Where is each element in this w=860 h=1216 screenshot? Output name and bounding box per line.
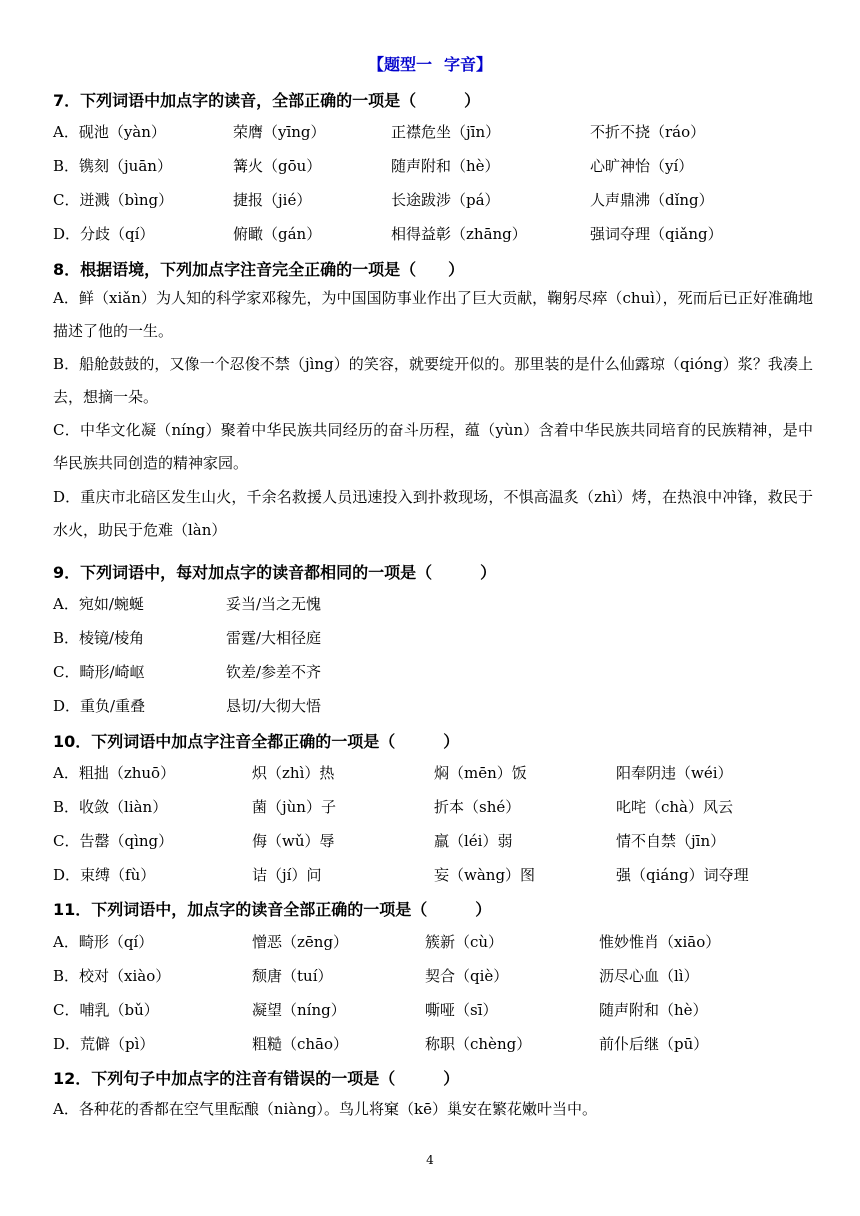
option-word: C．迸溅（bìng） — [53, 191, 174, 209]
question-8-option-d: D．重庆市北碚区发生山火，千余名救援人员迅速投入到扑救现场，不惧高温炙（zhì）烤，在热浪中冲锋，救民于水火，助民于危难（làn） — [53, 488, 813, 539]
option-word: C．畸形/崎岖 — [53, 663, 145, 681]
question-11-stem: 11．下列词语中，加点字的读音全部正确的一项是（ ） — [53, 900, 492, 919]
option-word: D．分歧（qí） — [53, 225, 155, 243]
question-12-option-a: A．各种花的香都在空气里酝酿（niàng）。鸟儿将窠（kē）巢安在繁花嫩叶当中。 — [53, 1100, 597, 1118]
option-word: 称职（chèng） — [425, 1035, 532, 1053]
option-word: 妥当/当之无愧 — [226, 595, 322, 613]
option-word: 焖（mēn）饭 — [434, 764, 527, 782]
option-word: A．畸形（qí） — [53, 933, 154, 951]
page-number: 4 — [426, 1153, 434, 1167]
option-word: 捷报（jié） — [233, 191, 312, 209]
option-word: 菌（jùn）子 — [252, 798, 336, 816]
option-word: 篝火（gōu） — [233, 157, 322, 175]
option-word: 憎恶（zēng） — [252, 933, 349, 951]
option-word: 人声鼎沸（dǐng） — [590, 191, 714, 209]
option-word: 侮（wǔ）辱 — [252, 832, 335, 850]
option-word: 凝望（níng） — [252, 1001, 346, 1019]
option-word: 随声附和（hè） — [599, 1001, 708, 1019]
option-word: 恳切/大彻大悟 — [226, 697, 322, 715]
option-word: B．棱镜/棱角 — [53, 629, 145, 647]
option-word: 粗糙（chāo） — [252, 1035, 349, 1053]
option-word: B．校对（xiào） — [53, 967, 171, 985]
option-word: 长途跋涉（pá） — [391, 191, 500, 209]
option-word: 契合（qiè） — [425, 967, 509, 985]
option-word: 叱咤（chà）风云 — [616, 798, 734, 816]
option-word: 阳奉阴违（wéi） — [616, 764, 733, 782]
option-word: 沥尽心血（lì） — [599, 967, 699, 985]
option-word: D．束缚（fù） — [53, 866, 156, 884]
option-word: 惟妙惟肖（xiāo） — [599, 933, 721, 951]
section-title-left: 【题型一 — [367, 55, 432, 74]
question-10-stem: 10．下列词语中加点字注音全都正确的一项是（ ） — [53, 732, 460, 751]
option-word: 炽（zhì）热 — [252, 764, 335, 782]
option-word: 不折不挠（ráo） — [590, 123, 706, 141]
option-word: C．告罄（qìng） — [53, 832, 174, 850]
option-word: 随声附和（hè） — [391, 157, 500, 175]
option-word: 妄（wàng）图 — [434, 866, 536, 884]
option-word: 簇新（cù） — [425, 933, 504, 951]
option-word: C．哺乳（bǔ） — [53, 1001, 159, 1019]
option-word: 嘶哑（sī） — [425, 1001, 498, 1019]
option-word: 诘（jí）问 — [252, 866, 322, 884]
option-word: A．粗拙（zhuō） — [53, 764, 176, 782]
question-7-stem: 7．下列词语中加点字的读音，全部正确的一项是（ ） — [53, 91, 481, 110]
option-word: 荣膺（yīng） — [233, 123, 326, 141]
question-8-option-b: B．船舱鼓鼓的，又像一个忍俊不禁（jìng）的笑容，就要绽开似的。那里装的是什么仙露琼（qióng）浆？我凑上去，想摘一朵。 — [53, 355, 813, 406]
option-word: A．宛如/蜿蜒 — [53, 595, 144, 613]
question-8-option-c: C．中华文化凝（níng）聚着中华民族共同经历的奋斗历程，蕴（yùn）含着中华民族共同培育的民族精神，是中华民族共同创造的精神家园。 — [53, 421, 813, 472]
question-8-stem: 8．根据语境，下列加点字注音完全正确的一项是（ ） — [53, 260, 465, 279]
option-word: 折本（shé） — [434, 798, 521, 816]
section-title-right: 字音】 — [444, 55, 493, 74]
question-8-option-a: A．鲜（xiǎn）为人知的科学家邓稼先，为中国国防事业作出了巨大贡献，鞠躬尽瘁（chuì），死而后已正好准确地描述了他的一生。 — [53, 289, 813, 340]
option-word: 俯瞰（gán） — [233, 225, 322, 243]
section-title — [0, 52, 860, 75]
option-word: 相得益彰（zhāng） — [391, 225, 527, 243]
question-12-stem: 12．下列句子中加点字的注音有错误的一项是（ ） — [53, 1069, 460, 1088]
option-word: 心旷神怡（yí） — [590, 157, 694, 175]
option-word: 钦差/参差不齐 — [226, 663, 322, 681]
option-word: 前仆后继（pū） — [599, 1035, 709, 1053]
option-word: B．收敛（liàn） — [53, 798, 168, 816]
option-word: 雷霆/大相径庭 — [226, 629, 322, 647]
option-word: D．重负/重叠 — [53, 697, 146, 715]
option-word: 羸（léi）弱 — [434, 832, 513, 850]
option-word: D．荒僻（pì） — [53, 1035, 155, 1053]
option-word: 正襟危坐（jīn） — [391, 123, 501, 141]
option-word: 强词夺理（qiǎng） — [590, 225, 723, 243]
option-word: 颓唐（tuí） — [252, 967, 333, 985]
question-9-stem: 9．下列词语中，每对加点字的读音都相同的一项是（ ） — [53, 563, 497, 582]
option-word: A．砚池（yàn） — [53, 123, 166, 141]
option-word: 情不自禁（jīn） — [616, 832, 726, 850]
option-word: B．镌刻（juān） — [53, 157, 172, 175]
option-word: 强（qiáng）词夺理 — [616, 866, 749, 884]
